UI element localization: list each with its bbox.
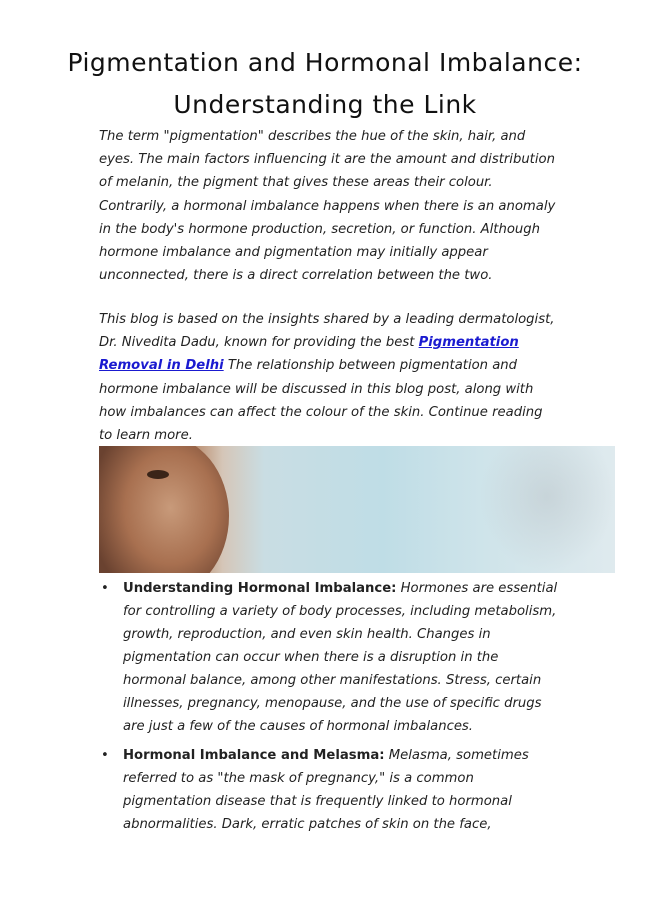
- paragraph-text: The relationship between pigmentation and hormone imbalance will be discussed in this blog post, along with how imbalances can affect the colour of the skin. Continue reading to learn more.: [99, 358, 543, 444]
- intro-paragraph: The term "pigmentation" describes the hue of the skin, hair, and eyes. The main factors influencing it are the amount and distribution of melanin, the pigment that gives these areas their colour. Contrarily, a hormonal imbalance happens when there is an anomaly in the body's hormone production, secretion, or function. Although hormone imbalance and pigmentation may initially appear unconnected, there is a direct correlation between the two.: [99, 129, 556, 284]
- paragraph-text: This blog is based on the insights shared by a leading dermatologist, Dr. Nivedita Dadu, known for providing the best: [99, 312, 555, 351]
- list-item-heading: Hormonal Imbalance and Melasma:: [123, 748, 385, 763]
- list-item-heading: Understanding Hormonal Imbalance:: [123, 581, 397, 596]
- list-item: [99, 577, 559, 738]
- bullet-icon: •: [101, 581, 109, 596]
- list-item-text: Hormones are essential for controlling a variety of body processes, including metabolism, growth, reproduction, and even skin health. Changes in pigmentation can occur when there is a disruption in the hormonal balance, among other manifestations. Stress, certain illnesses, pregnancy, menopause, and the use of specific drugs are just a few of the causes of hormonal imbalances.: [123, 581, 558, 734]
- bullet-list: [99, 577, 559, 842]
- list-item: [99, 744, 559, 836]
- woman-face-image: [99, 446, 615, 573]
- pigmentation-removal-link[interactable]: Pigmentation Removal in Delhi: [99, 335, 519, 374]
- eye-graphic: [147, 470, 169, 479]
- bullet-icon: •: [101, 748, 109, 763]
- faded-face-graphic: [479, 446, 615, 573]
- face-graphic: [99, 446, 229, 573]
- list-item-text: Melasma, sometimes referred to as "the mask of pregnancy," is a common pigmentation disease that is frequently linked to hormonal abnormalities. Dark, erratic patches of skin on the face,: [123, 748, 529, 832]
- page-title: Pigmentation and Hormonal Imbalance: Understanding the Link: [67, 48, 583, 119]
- blog-info-paragraph: [99, 308, 559, 447]
